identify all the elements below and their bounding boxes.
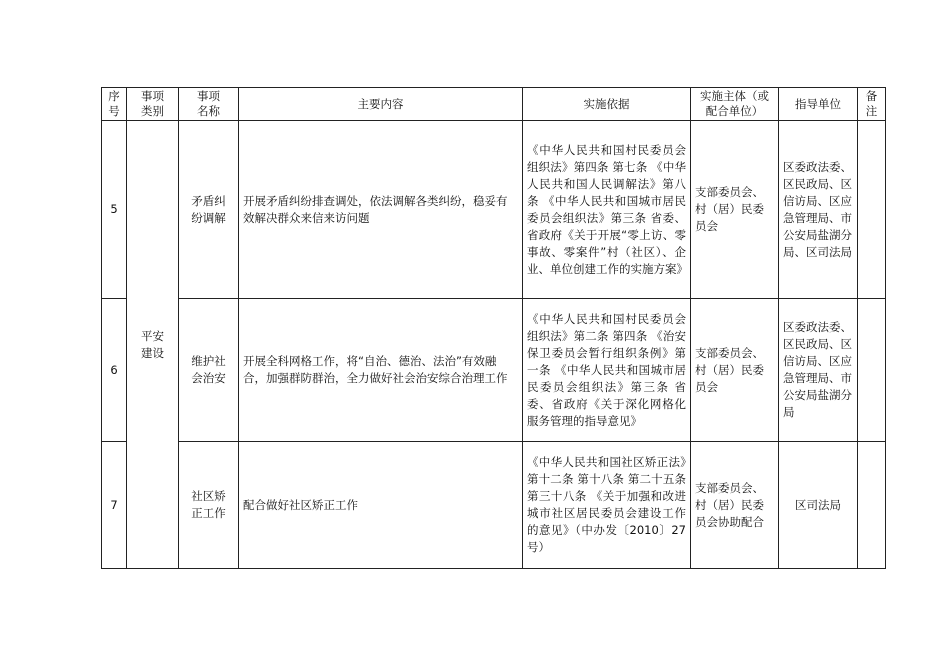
header-category: 事项 类别 — [127, 88, 179, 121]
row-note — [858, 121, 886, 299]
row-note — [858, 442, 886, 569]
row-content: 配合做好社区矫正工作 — [239, 442, 523, 569]
row-seq: 7 — [102, 442, 127, 569]
row-basis: 《中华人民共和国村民委员会组织法》第二条 第四条 《治安保卫委员会暂行组织条例》第一条 《中华人民共和国城市居民委员会组织法》第三条 省委、省政府《关于深化网格化服务管理的指导意见》 — [523, 299, 691, 442]
row-subject: 支部委员会、村（居）民委员会 — [691, 299, 779, 442]
items-table — [101, 87, 886, 569]
header-name: 事项 名称 — [179, 88, 239, 121]
header-guide: 指导单位 — [779, 88, 858, 121]
row-basis: 《中华人民共和国社区矫正法》第十二条 第十八条 第二十五条 第三十八条 《关于加强和改进城市社区居民委员会建设工作的意见》（中办发〔2010〕27号） — [523, 442, 691, 569]
row-subject: 支部委员会、村（居）民委员会 — [691, 121, 779, 299]
header-seq: 序 号 — [102, 88, 127, 121]
category-cell: 平安 建设 — [127, 121, 179, 569]
row-note — [858, 299, 886, 442]
table-row — [102, 121, 886, 299]
row-content: 开展全科网格工作，将“自治、德治、法治”有效融合，加强群防群治，全力做好社会治安综合治理工作 — [239, 299, 523, 442]
row-subject: 支部委员会、村（居）民委员会协助配合 — [691, 442, 779, 569]
header-content: 主要内容 — [239, 88, 523, 121]
row-name: 社区矫 正工作 — [179, 442, 239, 569]
row-content: 开展矛盾纠纷排查调处，依法调解各类纠纷，稳妥有效解决群众来信来访问题 — [239, 121, 523, 299]
table-row — [102, 442, 886, 569]
row-name: 矛盾纠 纷调解 — [179, 121, 239, 299]
row-guide: 区司法局 — [779, 442, 858, 569]
header-basis: 实施依据 — [523, 88, 691, 121]
row-guide: 区委政法委、区民政局、区信访局、区应急管理局、市公安局盐湖分局 — [779, 299, 858, 442]
row-basis: 《中华人民共和国村民委员会组织法》第四条 第七条 《中华人民共和国人民调解法》第八条 《中华人民共和国城市居民委员会组织法》第三条 省委、省政府《关于开展“零上访、零事故、零案件”村（社区）、企业、单位创建工作的实施方案》 — [523, 121, 691, 299]
row-guide: 区委政法委、区民政局、区信访局、区应急管理局、市公安局盐湖分局、区司法局 — [779, 121, 858, 299]
table-row — [102, 299, 886, 442]
header-row — [102, 88, 886, 121]
header-subject: 实施主体（或 配合单位） — [691, 88, 779, 121]
header-note: 备 注 — [858, 88, 886, 121]
row-seq: 5 — [102, 121, 127, 299]
row-name: 维护社 会治安 — [179, 299, 239, 442]
row-seq: 6 — [102, 299, 127, 442]
